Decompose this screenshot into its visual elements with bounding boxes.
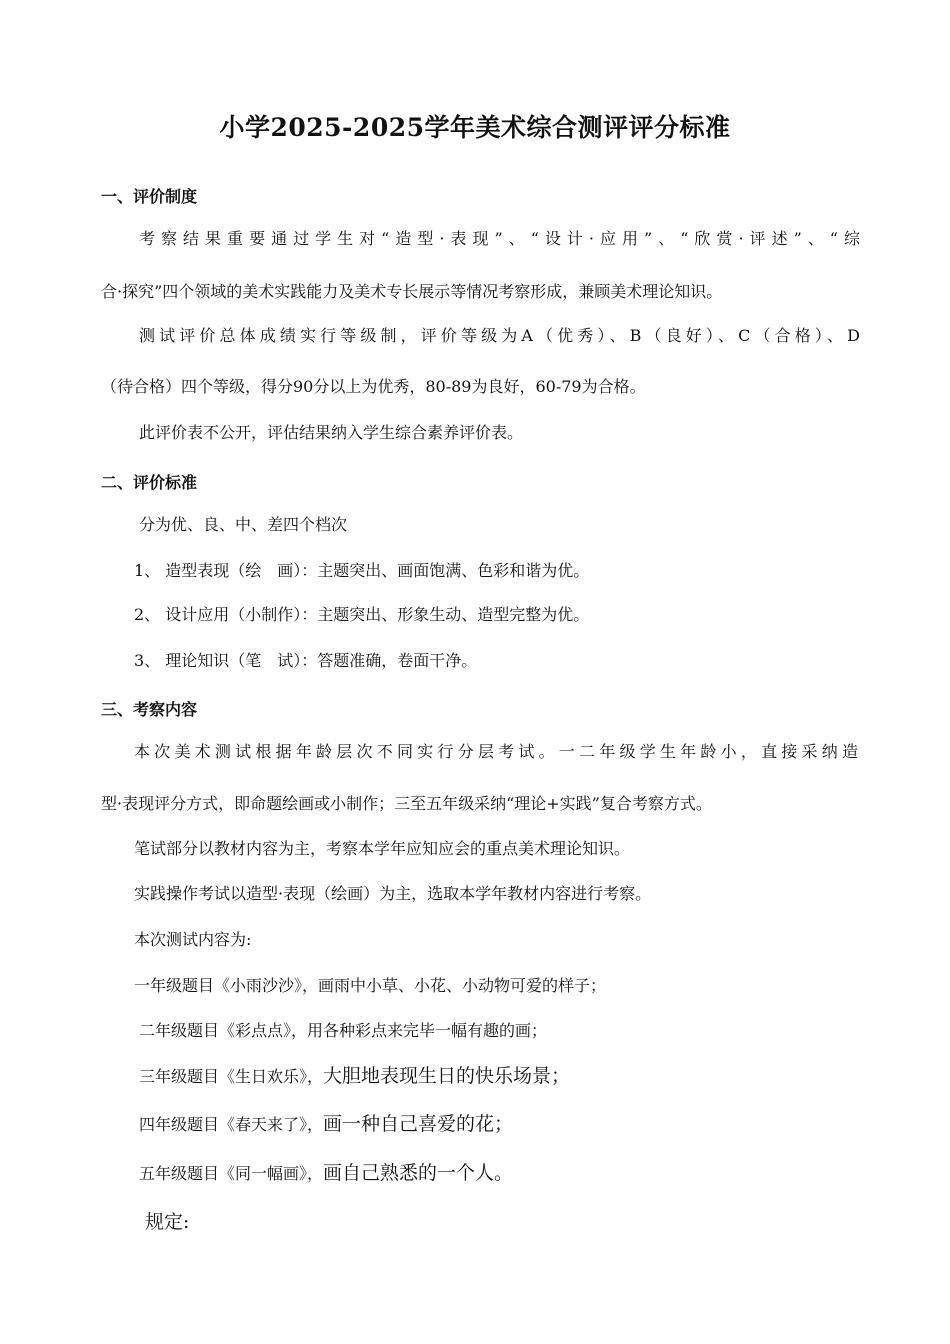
section-heading-exam-content: 三、考察内容 <box>101 700 198 719</box>
paragraph-line: 考察结果重要通过学生对“造型·表现”、“设计·应用”、“欣赏·评述”、“综 <box>139 229 860 248</box>
list-item: 3、 理论知识（笔 试）：答题准确，卷面干净。 <box>134 651 478 670</box>
grade-task-description: 大胆地表现生日的快乐场景； <box>323 1065 571 1087</box>
grade-task-item: 二年级题目《彩点点》，用各种彩点来完毕一幅有趣的画； <box>139 1021 548 1040</box>
grade-task-item <box>139 1163 513 1184</box>
page-title: 小学2025-2025学年美术综合测评评分标准 <box>219 113 731 142</box>
grade-task-description: 画一种自己喜爱的花； <box>323 1113 514 1135</box>
paragraph-line: 本次美术测试根据年龄层次不同实行分层考试。一二年级学生年龄小，直接采纳造 <box>134 742 858 761</box>
paragraph-line: 分为优、良、中、差四个档次 <box>139 515 348 534</box>
section-heading-evaluation-system: 一、评价制度 <box>101 187 198 206</box>
paragraph-line: 型·表现评分方式，即命题绘画或小制作；三至五年级采纳“理论+实践”复合考察方式。 <box>101 794 712 813</box>
grade-task-title: 三年级题目《生日欢乐》， <box>139 1067 324 1086</box>
paragraph-line: 合·探究”四个领域的美术实践能力及美术专长展示等情况考察形成，兼顾美术理论知识。 <box>101 282 723 301</box>
grade-task-title: 四年级题目《春天来了》， <box>139 1115 324 1134</box>
paragraph-line: （待合格）四个等级，得分90分以上为优秀，80-89为良好，60-79为合格。 <box>101 377 646 396</box>
grade-task-item <box>139 1066 570 1087</box>
grade-task-item <box>139 1114 513 1135</box>
section-heading-evaluation-standard: 二、评价标准 <box>101 473 198 492</box>
grade-task-title: 五年级题目《同一幅画》， <box>139 1164 324 1183</box>
paragraph-line: 实践操作考试以造型·表现（绘画）为主，选取本学年教材内容进行考察。 <box>134 884 652 903</box>
list-item: 1、 造型表现（绘 画）：主题突出、画面饱满、色彩和谐为优。 <box>134 561 590 580</box>
rules-label: 规定: <box>145 1211 190 1233</box>
paragraph-line: 此评价表不公开，评估结果纳入学生综合素养评价表。 <box>139 423 524 442</box>
paragraph-line: 测试评价总体成绩实行等级制，评价等级为A（优秀）、B（良好）、C（合格）、D <box>139 326 860 345</box>
grade-task-description: 画自己熟悉的一个人。 <box>323 1162 514 1184</box>
paragraph-line: 笔试部分以教材内容为主，考察本学年应知应会的重点美术理论知识。 <box>134 839 631 858</box>
list-item: 2、 设计应用（小制作）：主题突出、形象生动、造型完整为优。 <box>134 605 590 624</box>
paragraph-line: 本次测试内容为: <box>134 930 252 949</box>
grade-task-item: 一年级题目《小雨沙沙》，画雨中小草、小花、小动物可爱的样子； <box>134 976 607 995</box>
